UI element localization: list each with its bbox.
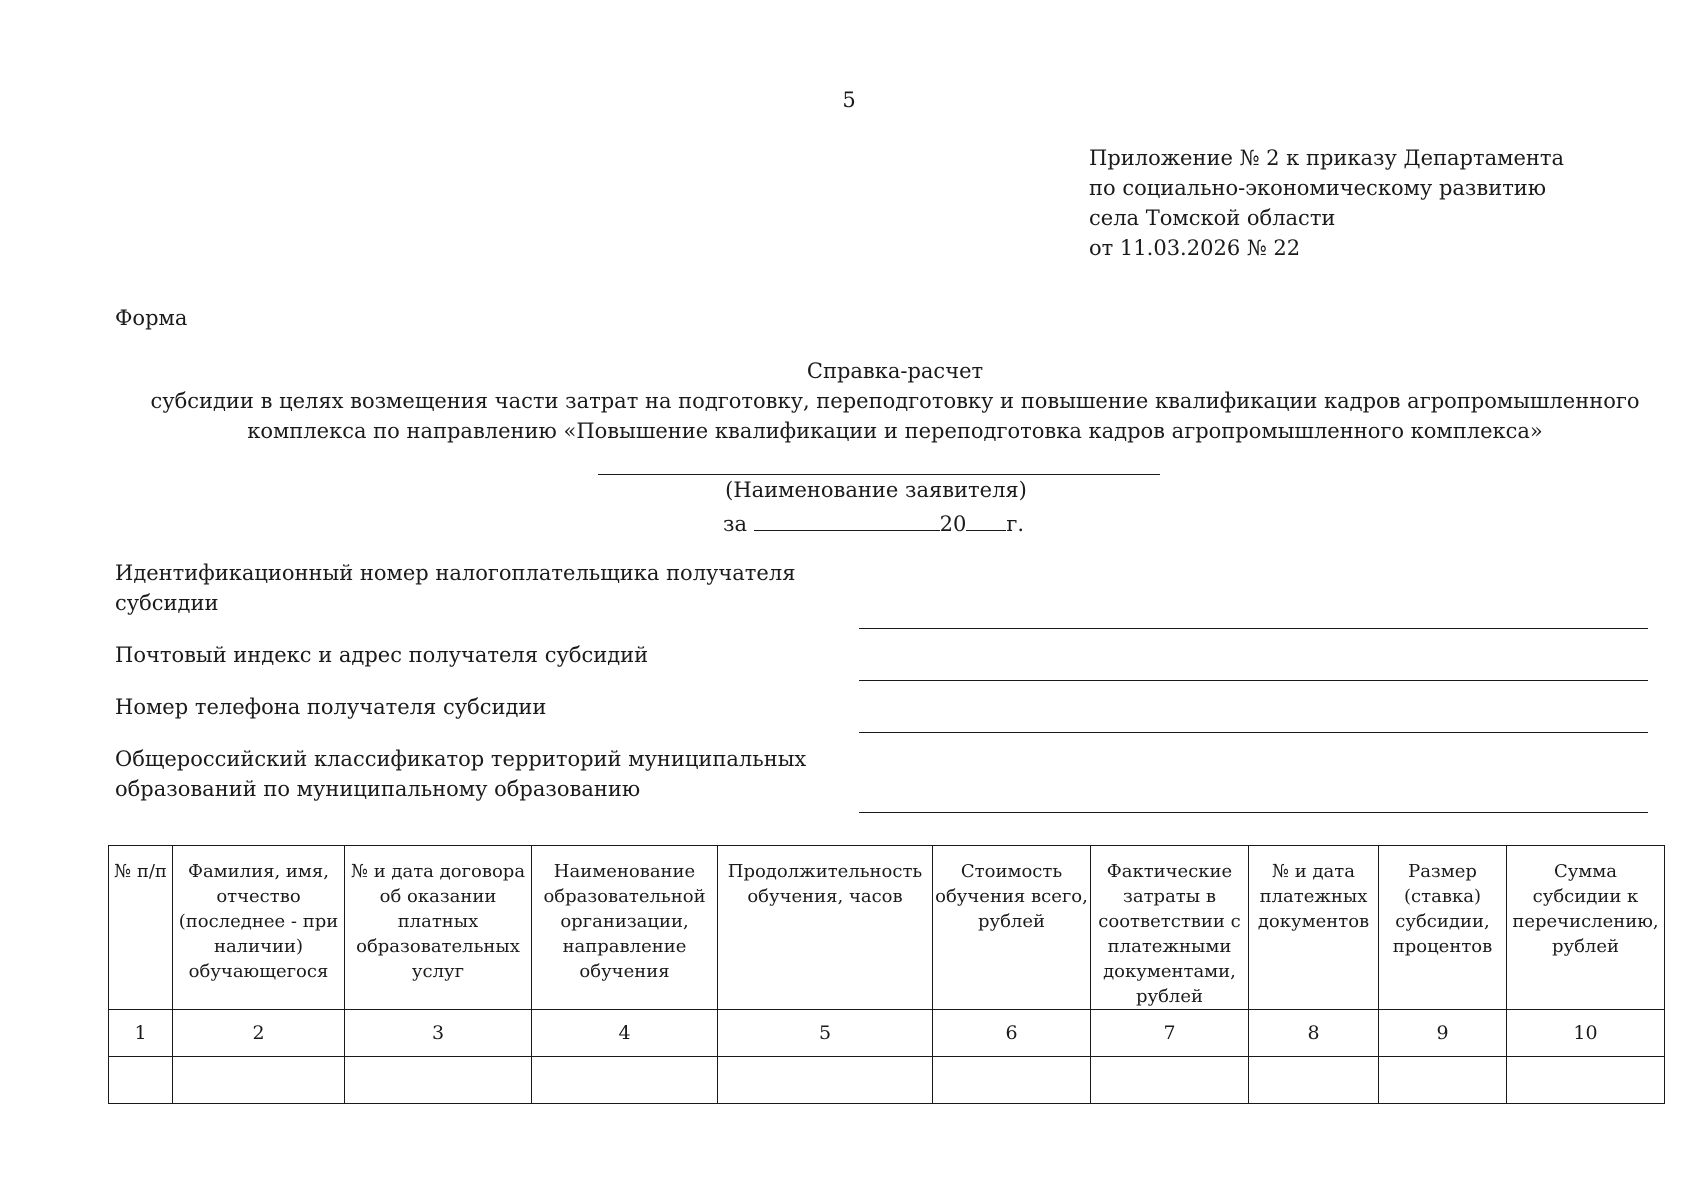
- column-number: 5: [718, 1010, 933, 1057]
- column-header: Размер (ставка) субсидии, процентов: [1379, 846, 1507, 1010]
- form-label: Форма: [115, 306, 188, 330]
- period-row: [723, 508, 1024, 536]
- column-header: Фамилия, имя, отчество (последнее - при наличии) обучающегося: [173, 846, 345, 1010]
- table-cell[interactable]: [718, 1057, 933, 1104]
- page-number: 5: [842, 88, 856, 112]
- phone-field-line[interactable]: [859, 732, 1648, 733]
- column-number: 6: [933, 1010, 1091, 1057]
- column-header: № и дата платежных документов: [1249, 846, 1379, 1010]
- oktmo-label: Общероссийский классификатор территорий муниципальных образований по муниципальному образованию: [115, 747, 807, 801]
- table-cell[interactable]: [1507, 1057, 1665, 1104]
- address-field-line[interactable]: [859, 680, 1648, 681]
- column-number: 3: [345, 1010, 532, 1057]
- column-number: 2: [173, 1010, 345, 1057]
- table-cell[interactable]: [1091, 1057, 1249, 1104]
- period-prefix: за: [723, 512, 747, 536]
- table-cell[interactable]: [109, 1057, 173, 1104]
- title-line: Справка-расчет: [806, 359, 984, 383]
- calculation-table: [108, 845, 1665, 1104]
- column-number: 7: [1091, 1010, 1249, 1057]
- title-line: субсидии в целях возмещения части затрат на подготовку, переподготовку и повышение квалификации кадров агропромышленного: [150, 389, 1640, 413]
- period-blank[interactable]: [754, 508, 940, 531]
- table-cell[interactable]: [1249, 1057, 1379, 1104]
- column-number: 9: [1379, 1010, 1507, 1057]
- column-header: Наименование образовательной организации, направление обучения: [532, 846, 718, 1010]
- column-header: № п/п: [109, 846, 173, 1010]
- appendix-note: [1089, 143, 1564, 263]
- appendix-line: Приложение № 2 к приказу Департамента: [1089, 146, 1565, 170]
- appendix-line: по социально-экономическому развитию: [1089, 176, 1547, 200]
- oktmo-field-line[interactable]: [859, 812, 1648, 813]
- period-year-prefix: 20: [939, 512, 967, 536]
- table-cell[interactable]: [173, 1057, 345, 1104]
- title-line: комплекса по направлению «Повышение квалификации и переподготовка кадров агропромышленного комплекса»: [247, 419, 1543, 443]
- phone-label: Номер телефона получателя субсидии: [115, 695, 547, 719]
- inn-label: Идентификационный номер налогоплательщика получателя субсидии: [115, 561, 796, 615]
- table-cell[interactable]: [532, 1057, 718, 1104]
- document-title: [115, 356, 1675, 446]
- column-number: 4: [532, 1010, 718, 1057]
- period-suffix: г.: [1006, 512, 1025, 536]
- column-header: № и дата договора об оказании платных образовательных услуг: [345, 846, 532, 1010]
- inn-field-line[interactable]: [859, 628, 1648, 629]
- column-header: Фактические затраты в соответствии с платежными документами, рублей: [1091, 846, 1249, 1010]
- applicant-name-blank[interactable]: [598, 474, 1160, 475]
- column-number: 10: [1507, 1010, 1665, 1057]
- table-cell[interactable]: [1379, 1057, 1507, 1104]
- period-year-blank[interactable]: [966, 508, 1006, 531]
- column-header: Стоимость обучения всего, рублей: [933, 846, 1091, 1010]
- table-cell[interactable]: [345, 1057, 532, 1104]
- applicant-caption: (Наименование заявителя): [725, 478, 1027, 502]
- table-row: [109, 1057, 1665, 1104]
- table-header-row: [109, 846, 1665, 1010]
- column-number: 8: [1249, 1010, 1379, 1057]
- appendix-line: от 11.03.2026 № 22: [1089, 236, 1301, 260]
- address-label: Почтовый индекс и адрес получателя субсидий: [115, 643, 649, 667]
- table-cell[interactable]: [933, 1057, 1091, 1104]
- column-header: Продолжительность обучения, часов: [718, 846, 933, 1010]
- appendix-line: села Томской области: [1089, 206, 1336, 230]
- column-number: 1: [109, 1010, 173, 1057]
- column-header: Сумма субсидии к перечислению, рублей: [1507, 846, 1665, 1010]
- column-number-row: [109, 1010, 1665, 1057]
